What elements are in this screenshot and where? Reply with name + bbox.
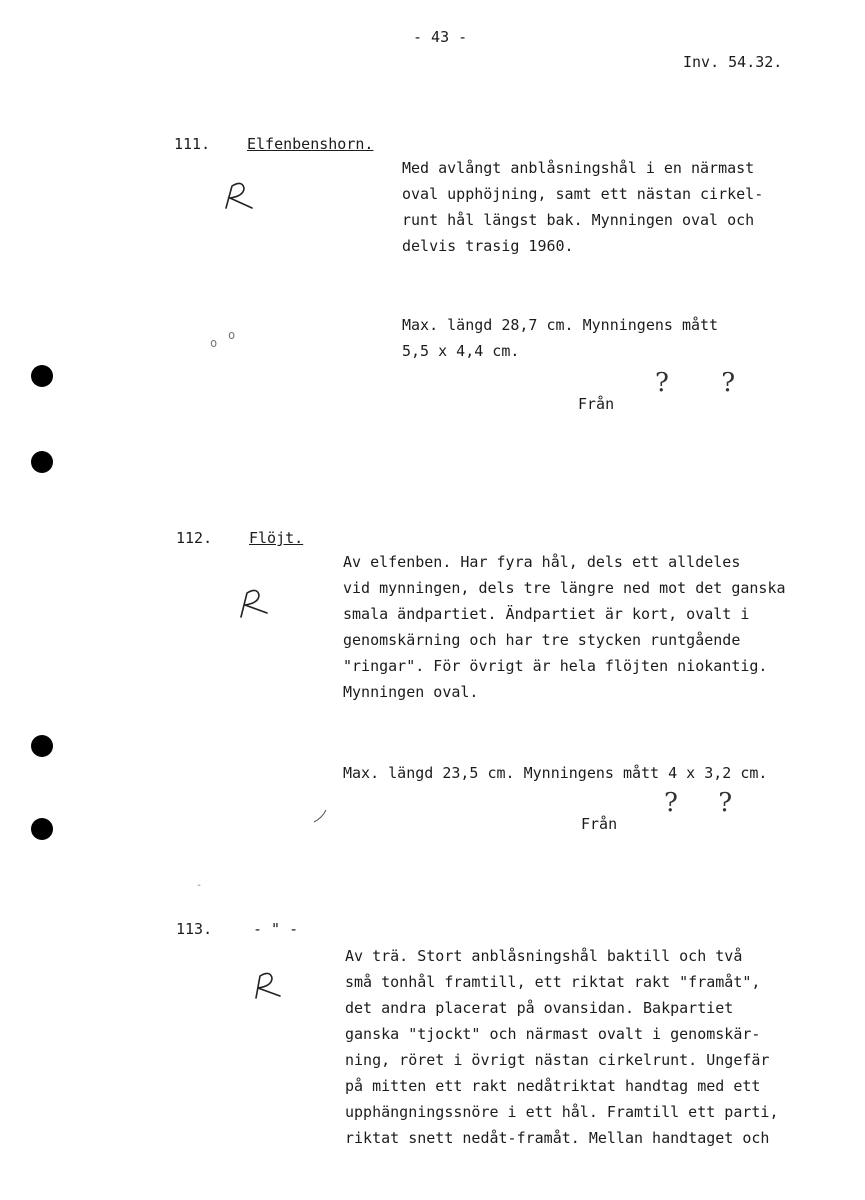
ink-speck: o — [210, 336, 218, 350]
description-line: runt hål längst bak. Mynningen oval och — [402, 211, 755, 229]
description-line: upphängningssnöre i ett hål. Framtill ett parti, — [345, 1103, 779, 1121]
entry-measurements — [402, 312, 718, 364]
punch-hole — [31, 365, 53, 387]
description-line: ganska "tjockt" och närmast ovalt i genomskär- — [345, 1025, 761, 1043]
entry-description — [402, 155, 763, 259]
description-line: smala ändpartiet. Ändpartiet är kort, ovalt i — [343, 605, 750, 623]
description-line: Med avlångt anblåsningshål i en närmast — [402, 159, 755, 177]
inventory-number: Inv. 54.32. — [683, 53, 783, 71]
description-line: Av trä. Stort anblåsningshål baktill och två — [345, 947, 743, 965]
description-line: det andra placerat på ovansidan. Bakpartiet — [345, 999, 734, 1017]
entry-description — [345, 943, 778, 1151]
punch-hole — [31, 451, 53, 473]
description-line: ning, röret i övrigt nästan cirkelrunt. Ungefär — [345, 1051, 770, 1069]
measurement-line: Max. längd 28,7 cm. Mynningens mått — [402, 316, 719, 334]
description-line: oval upphöjning, samt ett nästan cirkel- — [402, 185, 764, 203]
page-number: - 43 - — [413, 28, 468, 46]
punch-hole — [31, 818, 53, 840]
handwritten-r-mark — [233, 585, 273, 621]
entry-title: Elfenbenshorn. — [247, 135, 374, 153]
fran-value: ? ? — [664, 788, 749, 818]
entry-description — [343, 549, 786, 705]
description-line: genomskärning och har tre stycken runtgående — [343, 631, 741, 649]
handwritten-r-mark — [218, 178, 258, 214]
punch-hole — [31, 735, 53, 757]
entry-number: 112. — [176, 529, 213, 547]
handwritten-r-mark — [246, 968, 286, 1004]
description-line: små tonhål framtill, ett riktat rakt "framåt", — [345, 973, 761, 991]
entry-number: 113. — [176, 920, 213, 938]
fran-label: Från — [578, 395, 615, 413]
description-line: "ringar". För övrigt är hela flöjten niokantig. — [343, 657, 768, 675]
measurement-line: Max. längd 23,5 cm. Mynningens mått 4 x 3,2 cm. — [343, 764, 768, 782]
entry-number: 111. — [174, 135, 211, 153]
description-line: delvis trasig 1960. — [402, 237, 574, 255]
entry-title: - " - — [253, 920, 299, 938]
description-line: Av elfenben. Har fyra hål, dels ett alldeles — [343, 553, 741, 571]
measurement-line: 5,5 x 4,4 cm. — [402, 342, 520, 360]
ink-speck: - — [196, 880, 203, 891]
description-line: riktat snett nedåt-framåt. Mellan handtaget och — [345, 1129, 770, 1147]
ink-speck: o — [228, 328, 236, 342]
description-line: vid mynningen, dels tre längre ned mot det ganska — [343, 579, 786, 597]
fran-label: Från — [581, 815, 618, 833]
fran-value: ? ? — [655, 368, 758, 398]
description-line: Mynningen oval. — [343, 683, 479, 701]
entry-measurements — [343, 760, 767, 786]
description-line: på mitten ett rakt nedåtriktat handtag med ett — [345, 1077, 761, 1095]
entry-title: Flöjt. — [249, 529, 304, 547]
ink-stroke — [312, 806, 332, 826]
